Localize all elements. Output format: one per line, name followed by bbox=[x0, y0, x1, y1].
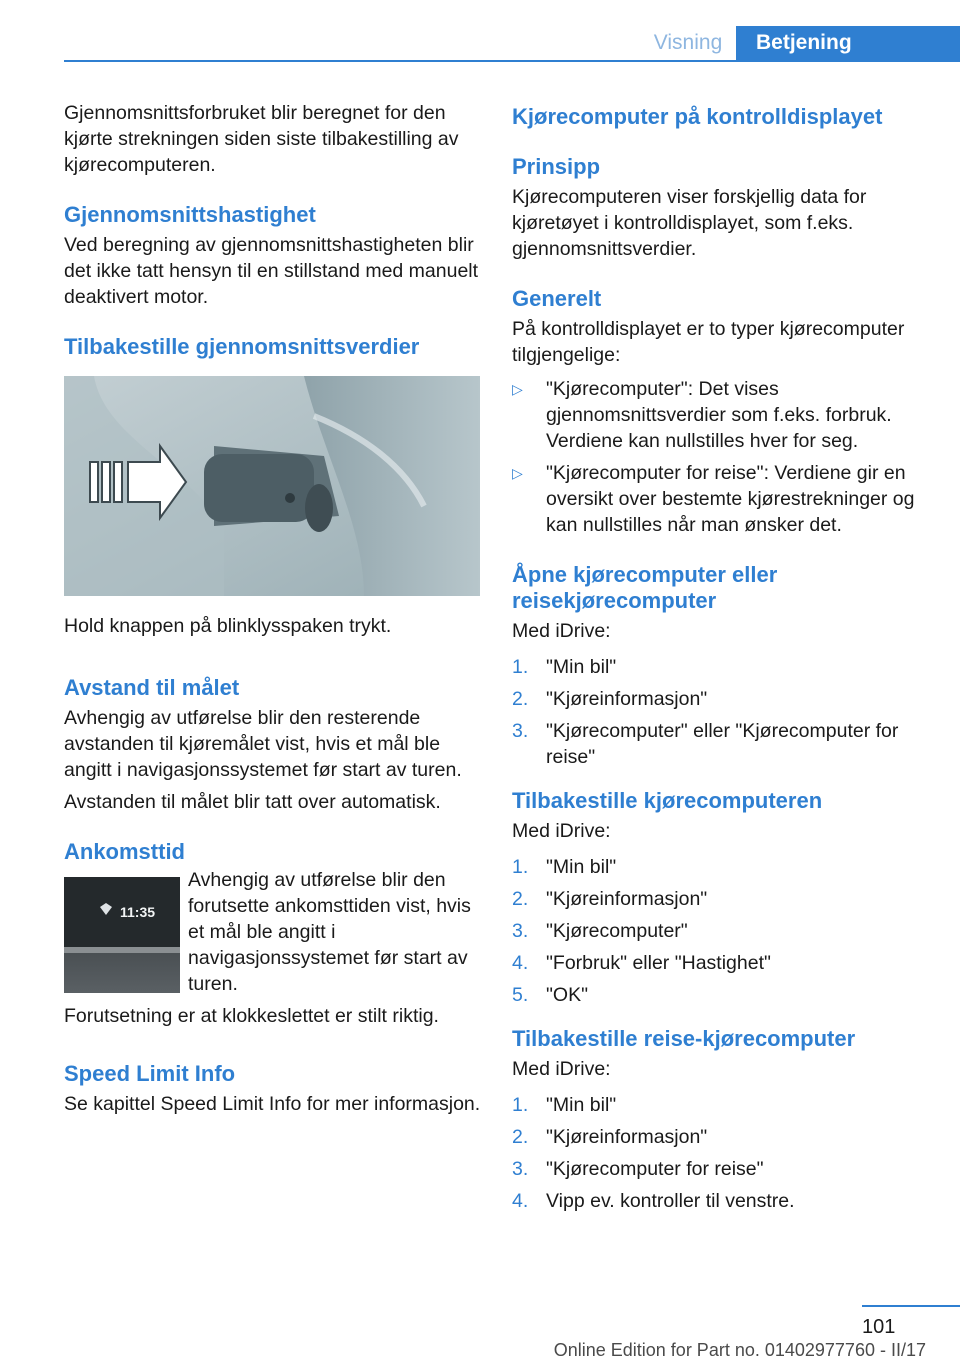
principle-text: Kjørecomputeren viser forskjellig data for kjøretøyet i kontrolldisplayet, som f.eks. gjennomsnittsverdier. bbox=[512, 186, 867, 260]
step-number: 3. bbox=[512, 720, 529, 742]
heading-avg-speed: Gjennomsnittshastighet bbox=[64, 202, 316, 227]
list-item bbox=[512, 460, 928, 538]
list-item bbox=[512, 886, 928, 912]
heading-speed-limit: Speed Limit Info bbox=[64, 1061, 236, 1086]
heading-general: Generelt bbox=[512, 286, 602, 311]
general-bullet-list bbox=[512, 376, 928, 538]
turn-signal-lever-illustration bbox=[64, 376, 480, 596]
heading-principle: Prinsipp bbox=[512, 154, 601, 179]
step-number: 3. bbox=[512, 1158, 529, 1180]
triangle-bullet-icon: ▷ bbox=[512, 381, 523, 397]
step-number: 1. bbox=[512, 1094, 529, 1116]
arrival-block bbox=[64, 867, 482, 1029]
heading-reset-avg: Tilbakestille gjennomsnittsverdier bbox=[64, 334, 420, 359]
step-number: 2. bbox=[512, 688, 529, 710]
step-number: 2. bbox=[512, 888, 529, 910]
triangle-bullet-icon: ▷ bbox=[512, 465, 523, 481]
open-steps bbox=[512, 654, 928, 770]
list-item bbox=[512, 654, 928, 680]
tab-visning[interactable]: Visning bbox=[653, 31, 723, 54]
list-item bbox=[512, 1188, 928, 1214]
heading-main: Kjørecomputer på kontrolldisplayet bbox=[512, 104, 883, 129]
list-item bbox=[512, 950, 928, 976]
page-header bbox=[0, 0, 960, 62]
list-item bbox=[512, 1092, 928, 1118]
step-number: 4. bbox=[512, 952, 529, 974]
left-column bbox=[64, 100, 482, 1117]
list-item bbox=[512, 854, 928, 880]
list-item bbox=[512, 1124, 928, 1150]
bullet-text: "Kjørecomputer": Det vises gjennomsnittsverdier som f.eks. forbruk. Verdiene kan nullstilles hver for seg. bbox=[546, 378, 892, 452]
step-number: 1. bbox=[512, 656, 529, 678]
step-text: "Min bil" bbox=[546, 1094, 617, 1116]
step-text: "Kjørecomputer" eller "Kjørecomputer for reise" bbox=[546, 720, 899, 768]
distance-text-2: Avstanden til målet blir tatt over automatisk. bbox=[64, 791, 441, 813]
tab-betjening[interactable] bbox=[736, 26, 960, 62]
step-number: 2. bbox=[512, 1126, 529, 1148]
list-item bbox=[512, 686, 928, 712]
step-text: Vipp ev. kontroller til venstre. bbox=[546, 1190, 795, 1212]
heading-arrival: Ankomsttid bbox=[64, 839, 185, 864]
step-text: "Kjøreinformasjon" bbox=[546, 1126, 708, 1148]
reset-tc-steps bbox=[512, 854, 928, 1008]
list-item bbox=[512, 376, 928, 454]
step-number: 3. bbox=[512, 920, 529, 942]
general-text: På kontrolldisplayet er to typer kjørecomputer tilgjengelige: bbox=[512, 318, 905, 366]
footer-rule bbox=[862, 1305, 960, 1307]
list-item bbox=[512, 718, 928, 770]
bullet-text: "Kjørecomputer for reise": Verdiene gir en oversikt over bestemte kjørestrekninger og kan nullstilles når man ønsker det. bbox=[546, 462, 915, 536]
reset-trip-lead: Med iDrive: bbox=[512, 1058, 611, 1080]
reset-tc-lead: Med iDrive: bbox=[512, 820, 611, 842]
avg-speed-text: Ved beregning av gjennomsnittshastigheten blir det ikke tatt hensyn til en stillstand med manuelt deaktivert motor. bbox=[64, 234, 479, 308]
heading-reset-tc: Tilbakestille kjørecomputeren bbox=[512, 788, 823, 813]
right-column bbox=[512, 100, 928, 1220]
arrival-clock-text: 11:35 bbox=[120, 904, 156, 920]
step-number: 1. bbox=[512, 856, 529, 878]
heading-distance: Avstand til målet bbox=[64, 675, 240, 700]
step-text: "Kjøreinformasjon" bbox=[546, 688, 708, 710]
edition-footer: Online Edition for Part no. 01402977760 - II/17 bbox=[553, 1340, 926, 1360]
page-number: 101 bbox=[862, 1316, 896, 1338]
step-number: 4. bbox=[512, 1190, 529, 1212]
distance-text-1: Avhengig av utførelse blir den resterende avstanden til kjøremålet vist, hvis et mål ble angitt i navigasjonssystemet før start av turen. bbox=[64, 707, 462, 781]
header-rule bbox=[64, 60, 960, 62]
intro-text: Gjennomsnittsforbruket blir beregnet for den kjørte strekningen siden siste tilbakestilling av kjørecomputeren. bbox=[64, 102, 459, 176]
list-item bbox=[512, 982, 928, 1008]
list-item bbox=[512, 918, 928, 944]
arrival-text-2: Forutsetning er at klokkeslettet er stilt riktig. bbox=[64, 1005, 439, 1027]
list-item bbox=[512, 1156, 928, 1182]
speed-limit-text: Se kapittel Speed Limit Info for mer informasjon. bbox=[64, 1093, 481, 1115]
heading-reset-trip: Tilbakestille reise-kjørecomputer bbox=[512, 1026, 856, 1051]
tab-betjening-label: Betjening bbox=[756, 31, 852, 54]
arrival-text-1: Avhengig av utførelse blir den forutsette ankomsttiden vist, hvis et mål ble angitt i navigasjonssystemet før start av turen. bbox=[188, 869, 471, 995]
reset-avg-caption: Hold knappen på blinklysspaken trykt. bbox=[64, 615, 392, 637]
open-lead: Med iDrive: bbox=[512, 620, 611, 642]
arrival-time-display-image bbox=[64, 877, 180, 993]
step-text: "Forbruk" eller "Hastighet" bbox=[546, 952, 771, 974]
step-text: "Min bil" bbox=[546, 856, 617, 878]
reset-trip-steps bbox=[512, 1092, 928, 1214]
step-text: "Kjørecomputer" bbox=[546, 920, 688, 942]
step-text: "OK" bbox=[546, 984, 589, 1006]
step-text: "Kjørecomputer for reise" bbox=[546, 1158, 764, 1180]
step-text: "Min bil" bbox=[546, 656, 617, 678]
step-text: "Kjøreinformasjon" bbox=[546, 888, 708, 910]
step-number: 5. bbox=[512, 984, 529, 1006]
heading-open: Åpne kjørecomputer eller reisekjørecomputer bbox=[512, 562, 778, 613]
